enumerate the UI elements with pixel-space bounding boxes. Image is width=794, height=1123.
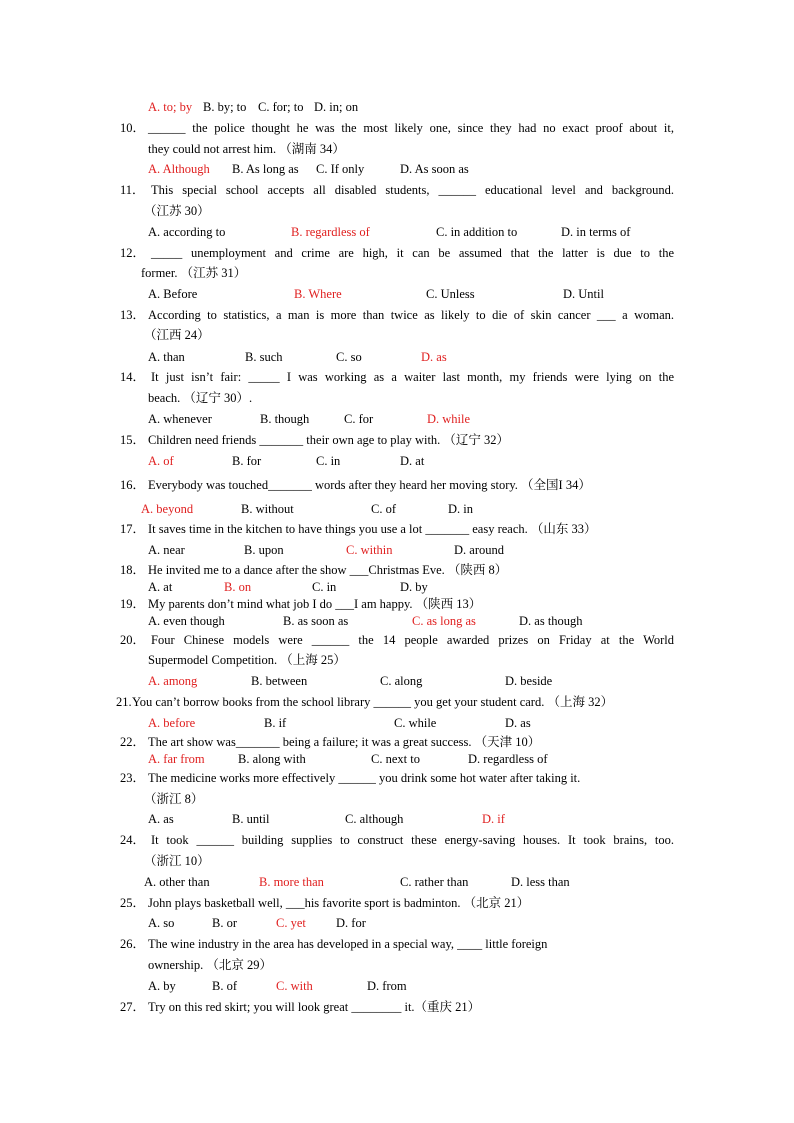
option-b-answer: B. more than <box>259 875 324 889</box>
option-c: C. for <box>344 412 374 426</box>
question-text: My parents don’t mind what job I do ___I am happy. （陕西 13） <box>148 597 482 611</box>
option-d: D. around <box>454 543 504 557</box>
option-d: D. in; on <box>314 100 359 114</box>
option-a-answer: A. among <box>148 674 198 688</box>
option-a: A. whenever <box>148 412 212 426</box>
question-number: 26． <box>120 937 146 951</box>
question-number: 12． <box>120 246 146 260</box>
option-a: A. even though <box>148 614 225 628</box>
option-a-answer: A. beyond <box>141 502 194 516</box>
question-text-cont: former. （江苏 31） <box>141 266 247 280</box>
question-number: 14． <box>120 370 146 384</box>
option-a: A. near <box>148 543 185 557</box>
question-text: It took ______ building supplies to construct these energy-saving houses. It took brains, too. <box>151 833 674 847</box>
option-a: A. by <box>148 979 176 993</box>
option-b: B. such <box>245 350 283 364</box>
option-b: B. upon <box>244 543 284 557</box>
option-c: C. so <box>336 350 362 364</box>
question-text: Four Chinese models were ______ the 14 people awarded prizes on Friday at the World <box>151 633 674 647</box>
option-a-answer: A. to; by <box>148 100 193 114</box>
question-text: The medicine works more effectively ______ you drink some hot water after taking it. <box>148 771 581 785</box>
option-c: C. in addition to <box>436 225 518 239</box>
option-c: C. for; to <box>258 100 304 114</box>
question-number: 25． <box>120 896 146 910</box>
option-a: A. as <box>148 812 174 826</box>
question-number: 16． <box>120 478 146 492</box>
option-b: B. for <box>232 454 262 468</box>
question-number: 20． <box>120 633 146 647</box>
option-d: D. beside <box>505 674 553 688</box>
option-c: C. in <box>312 580 337 594</box>
question-number: 18． <box>120 563 146 577</box>
option-a-answer: A. Although <box>148 162 210 176</box>
option-a-answer: A. far from <box>148 752 205 766</box>
option-c-answer: C. within <box>346 543 393 557</box>
option-b: B. though <box>260 412 310 426</box>
option-c: C. If only <box>316 162 365 176</box>
question-number: 10． <box>120 121 146 135</box>
option-d: D. in <box>448 502 473 516</box>
question-text: John plays basketball well, ___his favorite sport is badminton. （北京 21） <box>148 896 530 910</box>
option-c-answer: C. with <box>276 979 313 993</box>
question-text: Children need friends _______ their own age to play with. （辽宁 32） <box>148 433 510 447</box>
question-text-cont: they could not arrest him. （湖南 34） <box>148 142 345 156</box>
question-number: 15． <box>120 433 146 447</box>
option-a: A. Before <box>148 287 198 301</box>
option-d: D. in terms of <box>561 225 631 239</box>
question-number: 24． <box>120 833 146 847</box>
option-d: D. As soon as <box>400 162 469 176</box>
option-b: B. of <box>212 979 237 993</box>
option-d-answer: D. if <box>482 812 505 826</box>
question-number: 17． <box>120 522 146 536</box>
option-a: A. at <box>148 580 173 594</box>
question-text: The wine industry in the area has developed in a special way, ____ little foreign <box>148 937 548 951</box>
option-b-answer: B. regardless of <box>291 225 370 239</box>
question-text-cont: （浙江 10） <box>144 854 210 868</box>
question-text: Everybody was touched_______ words after they heard her moving story. （全国I 34） <box>148 478 591 492</box>
option-d: D. from <box>367 979 407 993</box>
option-c: C. while <box>394 716 437 730</box>
question-number: 11． <box>120 183 145 197</box>
question-text: _____ unemployment and crime are high, it can be assumed that the latter is due to the <box>151 246 674 260</box>
option-c: C. of <box>371 502 396 516</box>
option-d: D. Until <box>563 287 604 301</box>
option-d: D. by <box>400 580 428 594</box>
question-number: 21. <box>116 695 132 709</box>
option-b: B. or <box>212 916 237 930</box>
option-c-answer: C. as long as <box>412 614 476 628</box>
question-number: 27． <box>120 1000 146 1014</box>
question-text-cont: Supermodel Competition. （上海 25） <box>148 653 346 667</box>
option-b: B. by; to <box>203 100 247 114</box>
option-a-answer: A. before <box>148 716 196 730</box>
option-b: B. between <box>251 674 308 688</box>
option-d-answer: D. as <box>421 350 447 364</box>
question-number: 19． <box>120 597 146 611</box>
question-text: It just isn’t fair: _____ I was working as a waiter last month, my friends were lying on the <box>151 370 674 384</box>
question-number: 22． <box>120 735 146 749</box>
option-a: A. according to <box>148 225 226 239</box>
question-text: The art show was_______ being a failure; it was a great success. （天津 10） <box>148 735 541 749</box>
question-text: According to statistics, a man is more than twice as likely to die of skin cancer ___ a woman. <box>148 308 674 322</box>
question-text-cont: （江苏 30） <box>144 204 210 218</box>
option-d: D. as though <box>519 614 583 628</box>
option-c: C. in <box>316 454 341 468</box>
option-c: C. next to <box>371 752 420 766</box>
option-a: A. so <box>148 916 175 930</box>
option-c: C. although <box>345 812 404 826</box>
option-c-answer: C. yet <box>276 916 306 930</box>
option-c: C. Unless <box>426 287 475 301</box>
option-a-answer: A. of <box>148 454 174 468</box>
option-b: B. along with <box>238 752 306 766</box>
option-b: B. without <box>241 502 294 516</box>
option-d-answer: D. while <box>427 412 471 426</box>
option-b: B. as soon as <box>283 614 349 628</box>
option-b: B. As long as <box>232 162 299 176</box>
option-d: D. at <box>400 454 425 468</box>
option-a: A. than <box>148 350 185 364</box>
option-d: D. regardless of <box>468 752 548 766</box>
question-number: 23． <box>120 771 146 785</box>
question-text: It saves time in the kitchen to have things you use a lot _______ easy reach. （山东 33） <box>148 522 597 536</box>
question-text: He invited me to a dance after the show ___Christmas Eve. （陕西 8） <box>148 563 508 577</box>
question-text: Try on this red skirt; you will look great ________ it.（重庆 21） <box>148 1000 481 1014</box>
question-text-cont: beach. （辽宁 30）. <box>148 391 253 405</box>
question-text: ______ the police thought he was the most likely one, since they had no exact proof about it, <box>148 121 674 135</box>
option-c: C. rather than <box>400 875 469 889</box>
option-a: A. other than <box>144 875 210 889</box>
question-number: 13． <box>120 308 146 322</box>
question-text-cont: （浙江 8） <box>144 792 204 806</box>
question-text-cont: （江西 24） <box>144 328 210 342</box>
option-d: D. as <box>505 716 531 730</box>
option-d: D. for <box>336 916 366 930</box>
option-c: C. along <box>380 674 423 688</box>
option-b-answer: B. Where <box>294 287 342 301</box>
option-b-answer: B. on <box>224 580 252 594</box>
option-b: B. if <box>264 716 287 730</box>
option-d: D. less than <box>511 875 570 889</box>
option-b: B. until <box>232 812 270 826</box>
question-text: This special school accepts all disabled students, ______ educational level and background. <box>151 183 674 197</box>
question-text: You can’t borrow books from the school library ______ you get your student card. （上海 32） <box>132 695 614 709</box>
question-text-cont: ownership. （北京 29） <box>148 958 272 972</box>
